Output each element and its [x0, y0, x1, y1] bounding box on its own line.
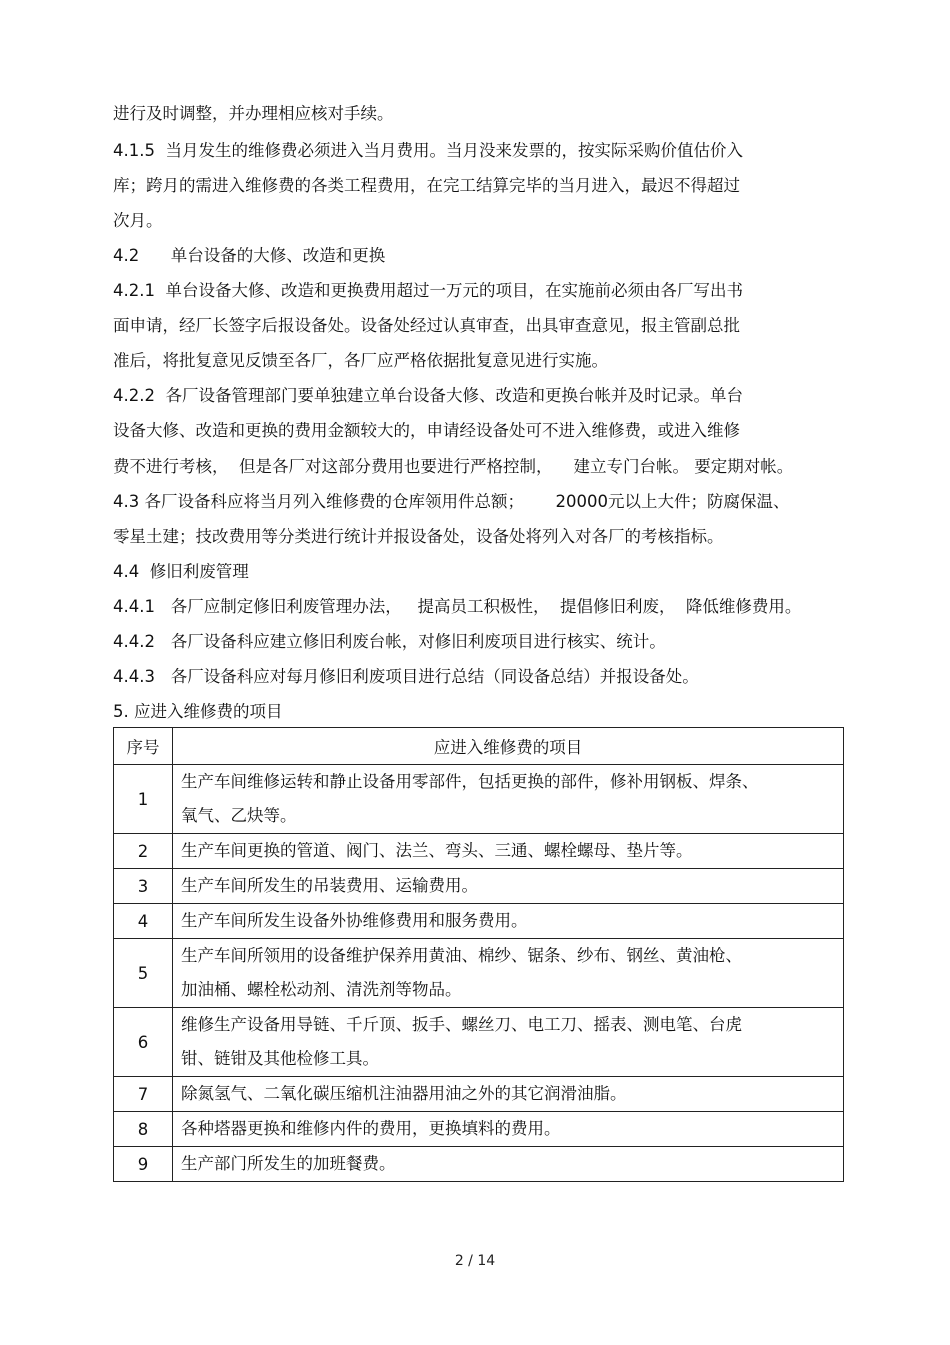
row-number: 6 [114, 1008, 173, 1077]
paragraph-line: 面申请，经厂长签字后报设备处。设备处经过认真审查，出具审查意见，报主管副总批 [113, 316, 740, 335]
row-item-line: 氧气、乙炔等。 [181, 806, 297, 825]
table-row [114, 1112, 844, 1147]
paragraph-line: 4.4.2 各厂设备科应建立修旧利废台帐，对修旧利废项目进行核实、统计。 [113, 632, 666, 651]
table-row [114, 1077, 844, 1112]
paragraph-line: 进行及时调整，并办理相应核对手续。 [113, 104, 394, 123]
paragraph-line: 4.4.1 各厂应制定修旧利废管理办法， 提高员工积极性， 提倡修旧利废， 降低维修费用。 [113, 597, 802, 616]
row-item-line: 生产车间所领用的设备维护保养用黄油、棉纱、锯条、纱布、钢丝、黄油枪、 [181, 946, 742, 965]
row-item-line: 加油桶、螺栓松动剂、清洗剂等物品。 [181, 980, 462, 999]
row-number: 4 [114, 904, 173, 939]
row-number: 2 [114, 834, 173, 869]
paragraph-line: 费不进行考核， 但是各厂对这部分费用也要进行严格控制， 建立专门台帐。 要定期对帐。 [113, 457, 794, 476]
row-number: 3 [114, 869, 173, 904]
row-number: 1 [114, 765, 173, 834]
row-item-line: 生产车间所发生的吊装费用、运输费用。 [181, 876, 478, 895]
row-item [173, 1147, 844, 1182]
table-row [114, 1147, 844, 1182]
row-item-line: 除氮氢气、二氧化碳压缩机注油器用油之外的其它润滑油脂。 [181, 1084, 627, 1103]
row-item-line: 生产车间所发生设备外协维修费用和服务费用。 [181, 911, 528, 930]
header-item: 应进入维修费的项目 [173, 728, 844, 765]
section-heading: 4.2 单台设备的大修、改造和更换 [113, 246, 386, 265]
paragraph-line: 4.1.5 当月发生的维修费必须进入当月费用。当月没来发票的，按实际采购价值估价入 [113, 141, 743, 160]
row-item [173, 939, 844, 1008]
row-item [173, 904, 844, 939]
table-row [114, 834, 844, 869]
row-number: 9 [114, 1147, 173, 1182]
row-number: 5 [114, 939, 173, 1008]
row-number: 8 [114, 1112, 173, 1147]
paragraph-line: 4.2.2 各厂设备管理部门要单独建立单台设备大修、改造和更换台帐并及时记录。单台 [113, 386, 743, 405]
table-row [114, 904, 844, 939]
row-item-line: 生产车间更换的管道、阀门、法兰、弯头、三通、螺栓螺母、垫片等。 [181, 841, 693, 860]
paragraph-line: 4.4.3 各厂设备科应对每月修旧利废项目进行总结（同设备总结）并报设备处。 [113, 667, 699, 686]
section-heading: 4.4 修旧利废管理 [113, 562, 249, 581]
table-row [114, 869, 844, 904]
row-item-line: 维修生产设备用导链、千斤顶、扳手、螺丝刀、电工刀、摇表、测电笔、台虎 [181, 1015, 742, 1034]
row-item [173, 1077, 844, 1112]
paragraph-line: 准后，将批复意见反馈至各厂，各厂应严格依据批复意见进行实施。 [113, 351, 608, 370]
table-row [114, 1008, 844, 1077]
row-item [173, 834, 844, 869]
page-number: 2 / 14 [454, 1253, 496, 1269]
table-header-row [114, 728, 844, 765]
paragraph-line: 设备大修、改造和更换的费用金额较大的，申请经设备处可不进入维修费，或进入维修 [113, 421, 740, 440]
paragraph-line: 4.2.1 单台设备大修、改造和更换费用超过一万元的项目，在实施前必须由各厂写出书 [113, 281, 743, 300]
header-no: 序号 [114, 728, 173, 765]
row-item [173, 1112, 844, 1147]
paragraph-line: 库；跨月的需进入维修费的各类工程费用，在完工结算完毕的当月进入，最迟不得超过 [113, 176, 740, 195]
row-item-line: 钳、链钳及其他检修工具。 [181, 1049, 379, 1068]
paragraph-line: 零星土建；技改费用等分类进行统计并报设备处，设备处将列入对各厂的考核指标。 [113, 527, 724, 546]
row-item [173, 1008, 844, 1077]
row-item-line: 生产部门所发生的加班餐费。 [181, 1154, 396, 1173]
row-item-line: 生产车间维修运转和静止设备用零部件，包括更换的部件，修补用钢板、焊条、 [181, 772, 759, 791]
row-item [173, 765, 844, 834]
paragraph-line: 4.3 各厂设备科应将当月列入维修费的仓库领用件总额； 20000元以上大件；防腐保温、 [113, 492, 790, 511]
maintenance-items-table [113, 727, 844, 1182]
table-row [114, 939, 844, 1008]
paragraph-line: 次月。 [113, 211, 163, 230]
section-heading: 5. 应进入维修费的项目 [113, 702, 283, 721]
table-row [114, 765, 844, 834]
row-item-line: 各种塔器更换和维修内件的费用，更换填料的费用。 [181, 1119, 561, 1138]
row-number: 7 [114, 1077, 173, 1112]
row-item [173, 869, 844, 904]
